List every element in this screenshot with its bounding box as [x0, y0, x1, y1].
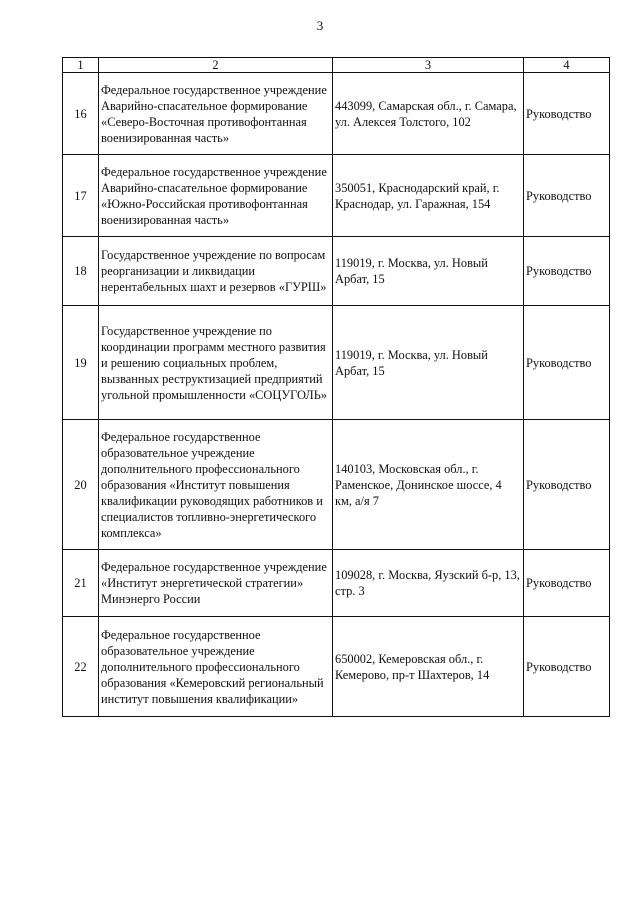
header-row: [63, 58, 610, 73]
column-header-3: 3: [333, 58, 524, 73]
row-number: 17: [63, 155, 99, 237]
organization-address: 119019, г. Москва, ул. Новый Арбат, 15: [333, 237, 524, 306]
organization-address: 109028, г. Москва, Яузский б-р, 13, стр. 3: [333, 550, 524, 617]
column-header-4: 4: [524, 58, 610, 73]
organization-name: Федеральное государственное образовательное учреждение дополнительного профессионального образования «Институт повышения квалификации руководящих работников и специалистов топливно-энергетического комплекса»: [99, 420, 333, 550]
subordination-type: Руководство: [524, 306, 610, 420]
table-body: [63, 73, 610, 717]
organization-name: Федеральное государственное учреждение Аварийно-спасательное формирование «Северо-Восточная противофонтанная военизированная часть»: [99, 73, 333, 155]
subordination-type: Руководство: [524, 73, 610, 155]
subordination-type: Руководство: [524, 155, 610, 237]
column-header-2: 2: [99, 58, 333, 73]
page-number: 3: [316, 18, 324, 33]
table-row: [63, 155, 610, 237]
organization-address: 650002, Кемеровская обл., г. Кемерово, пр-т Шахтеров, 14: [333, 617, 524, 717]
subordination-type: Руководство: [524, 617, 610, 717]
row-number: 20: [63, 420, 99, 550]
organization-name: Государственное учреждение по вопросам реорганизации и ликвидации нерентабельных шахт и резервов «ГУРШ»: [99, 237, 333, 306]
table-row: [63, 550, 610, 617]
organization-name: Федеральное государственное учреждение «Институт энергетической стратегии» Минэнерго России: [99, 550, 333, 617]
organization-address: 140103, Московская обл., г. Раменское, Донинское шоссе, 4 км, а/я 7: [333, 420, 524, 550]
organization-name: Государственное учреждение по координации программ местного развития и решению социальных проблем, вызванных реструктизацией предприятий угольной промышленности «СОЦУГОЛЬ»: [99, 306, 333, 420]
table-row: [63, 617, 610, 717]
organization-name: Федеральное государственное образовательное учреждение дополнительного профессионального образования «Кемеровский региональный институт повышения квалификации»: [99, 617, 333, 717]
subordination-type: Руководство: [524, 420, 610, 550]
row-number: 18: [63, 237, 99, 306]
table-row: [63, 237, 610, 306]
table-row: [63, 73, 610, 155]
column-header-1: 1: [63, 58, 99, 73]
subordination-type: Руководство: [524, 237, 610, 306]
row-number: 22: [63, 617, 99, 717]
subordination-type: Руководство: [524, 550, 610, 617]
row-number: 21: [63, 550, 99, 617]
organization-address: 443099, Самарская обл., г. Самара, ул. Алексея Толстого, 102: [333, 73, 524, 155]
table-row: [63, 420, 610, 550]
organization-address: 119019, г. Москва, ул. Новый Арбат, 15: [333, 306, 524, 420]
row-number: 19: [63, 306, 99, 420]
organization-address: 350051, Краснодарский край, г. Краснодар, ул. Гаражная, 154: [333, 155, 524, 237]
organizations-table: [62, 57, 610, 717]
table-header: [63, 58, 610, 73]
organization-name: Федеральное государственное учреждение Аварийно-спасательное формирование «Южно-Российская противофонтанная военизированная часть»: [99, 155, 333, 237]
table-row: [63, 306, 610, 420]
row-number: 16: [63, 73, 99, 155]
